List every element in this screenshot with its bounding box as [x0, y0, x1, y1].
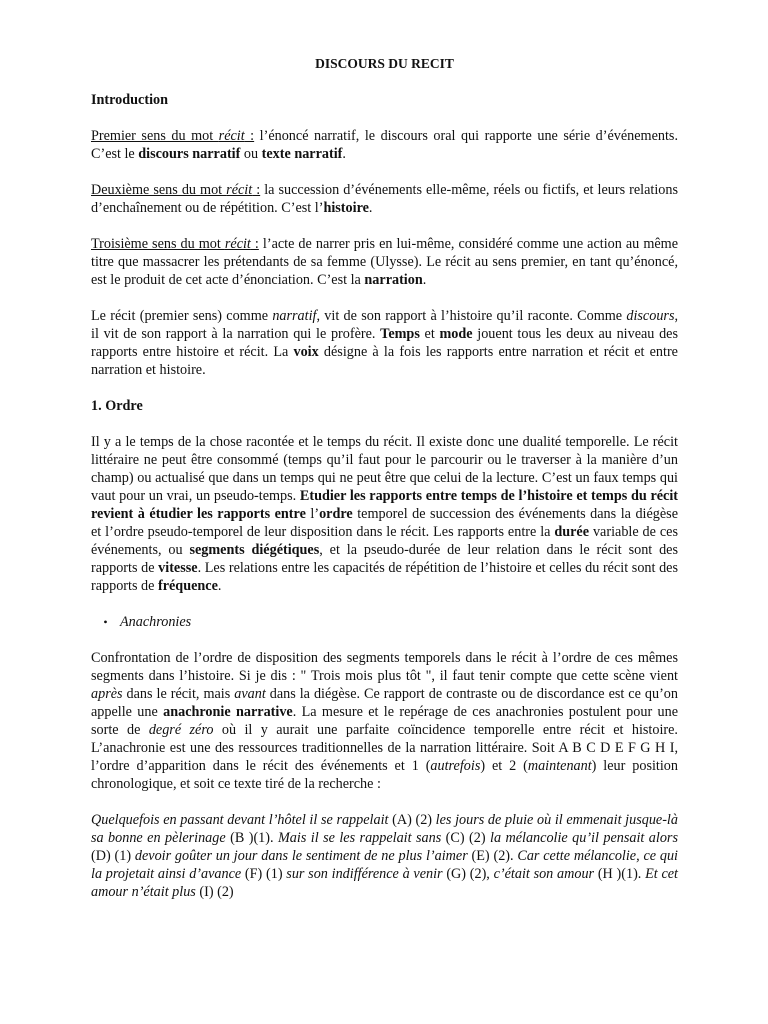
paragraph-temps: Il y a le temps de la chose racontée et le temps du récit. Il existe donc une dualité temporelle. Le récit littéraire ne peut être consommé (temps qu’il faut pour le parcourir ou le traverser à la manière d’un champ) ou actualisé que dans un temps qui ne peut être que celui de la lecture. C’est un faux temps qui vaut pour un vrai, un pseudo-temps. Etudier les rapports entre temps de l’histoire et temps du récit revient à étudier les rapports entre l’ordre temporel de succession des événements dans la diégèse et l’ordre pseudo-temporel de leur disposition dans le récit. Les rapports entre la durée variable de ces événements, ou segments diégétiques, et la pseudo-durée de leur relation dans le récit sont des rapports de vitesse. Les relations entre les capacités de répétition de l’histoire et celles du récit sont des rapports de fréquence. [91, 434, 679, 594]
document-body [91, 55, 678, 901]
bullet-label: Anachronies [120, 614, 192, 630]
paragraph-confrontation: Confrontation de l’ordre de disposition des segments temporels dans le récit à l’ordre de ces mêmes segments dans l’histoire. Si je dis : " Trois mois plus tôt ", il faut tenir compte que cette scène vient après dans le récit, mais avant dans la diégèse. Ce rapport de contraste ou de discordance est ce qu’on appelle une anachronie narrative. La mesure et le repérage de ces anachronies postulent pour une sorte de degré zéro où il y aurait une parfaite coïncidence temporelle entre récit et histoire. L’anachronie est une des ressources traditionnelles de la narration littéraire. Soit A B C D E F G H I, l’ordre d’apparition dans le récit des événements et 1 (autrefois) et 2 (maintenant) leur position chronologique, et soit ce texte tiré de la recherche : [91, 650, 678, 792]
paragraph-deuxieme-sens: Deuxième sens du mot récit : la succession d’événements elle-même, réels ou fictifs, et leurs relations d’enchaînement ou de répétition. C’est l’histoire. [91, 182, 678, 216]
label-deuxieme-sens: Deuxième sens du mot récit : [91, 182, 261, 198]
bullet-anachronies [91, 613, 678, 631]
document-title: DISCOURS DU RECIT [315, 56, 454, 71]
heading-introduction: Introduction [91, 92, 168, 108]
paragraph-recit-narratif: Le récit (premier sens) comme narratif, vit de son rapport à l’histoire qu’il raconte. Comme discours, il vit de son rapport à la narration qui le profère. Temps et mode jouent tous les deux au niveau des rapports entre histoire et récit. La voix désigne à la fois les rapports entre narration et récit et entre narration et histoire. [91, 308, 679, 378]
heading-ordre: 1. Ordre [91, 398, 143, 414]
label-premier-sens: Premier sens du mot récit : [91, 128, 255, 144]
paragraph-troisieme-sens: Troisième sens du mot récit : l’acte de narrer pris en lui-même, considéré comme une action au même titre que massacrer les prétendants de sa femme (Ulysse). Le récit au sens premier, en tant qu’énoncé, est le produit de cet acte d’énonciation. C’est la narration. [91, 236, 678, 288]
label-troisieme-sens: Troisième sens du mot récit : [91, 236, 259, 252]
paragraph-premier-sens: Premier sens du mot récit : l’énoncé narratif, le discours oral qui rapporte une série d’événements. C’est le discours narratif ou texte narratif. [91, 128, 678, 162]
quotation-recherche: Quelquefois en passant devant l’hôtel il se rappelait (A) (2) les jours de pluie où il emmenait jusque-là sa bonne en pèlerinage (B )(1). Mais il se les rappelait sans (C) (2) la mélancolie qu’il pensait alors (D) (1) devoir goûter un jour dans le sentiment de ne plus l’aimer (E) (2). Car cette mélancolie, ce qui la projetait ainsi d’avance (F) (1) sur son indifférence à venir (G) (2), c’était son amour (H )(1). Et cet amour n’était plus (I) (2) [91, 812, 678, 900]
bullet-dot-icon: • [103, 615, 108, 629]
